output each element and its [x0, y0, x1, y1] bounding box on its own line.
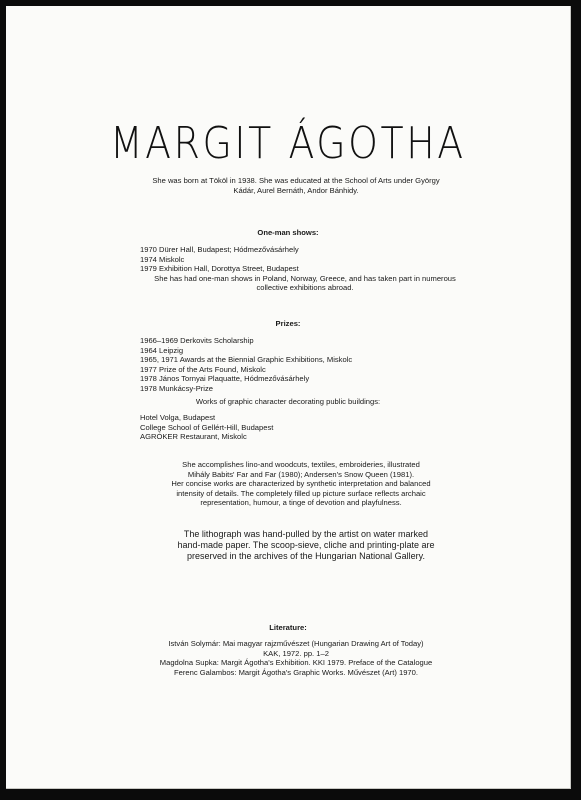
list-item: 1964 Leipzig — [140, 345, 184, 355]
artist-name-title: MARGIT ÁGOTHA — [110, 118, 466, 169]
paragraph-line: intensity of details. The completely filled up picture surface reflects archaic — [176, 488, 426, 498]
list-continuation: collective exhibitions abroad. — [256, 283, 354, 293]
prizes-heading: Prizes: — [275, 319, 301, 328]
document-page — [6, 6, 571, 789]
paragraph-line: Her concise works are characterized by synthetic interpretation and balanced — [171, 479, 431, 489]
paragraph-line: Mihály Babits' Far and Far (1980); Andersen's Snow Queen (1981). — [187, 469, 415, 479]
list-item: 1974 Miskolc — [140, 254, 185, 264]
paragraph-line: hand-made paper. The scoop-sieve, cliche and printing-plate are — [177, 540, 435, 551]
list-item: 1978 János Tornyai Plaquatte, Hódmezővásárhely — [140, 374, 310, 384]
literature-list — [106, 639, 486, 677]
list-item: 1965, 1971 Awards at the Biennial Graphic Exhibitions, Miskolc — [140, 355, 353, 365]
accomplishments-paragraph — [116, 460, 486, 508]
title-block — [6, 118, 570, 169]
prizes-list — [140, 336, 440, 394]
list-item: Magdolna Supka: Margit Ágotha's Exhibition. KKI 1979. Preface of the Catalogue — [159, 658, 433, 668]
literature-heading: Literature: — [269, 623, 307, 632]
biography-intro — [106, 176, 486, 195]
list-item: 1978 Munkácsy-Prize — [140, 383, 214, 393]
paragraph-line: preserved in the archives of the Hungarian National Gallery. — [187, 551, 425, 562]
list-item: 1979 Exhibition Hall, Dorottya Street, Budapest — [140, 264, 299, 274]
list-item: István Solymár: Mai magyar rajzművészet (Hungarian Drawing Art of Today) — [168, 639, 424, 648]
list-item: 1977 Prize of the Arts Found, Miskolc — [140, 364, 266, 374]
list-item: KAK, 1972. pp. 1–2 — [263, 648, 329, 658]
paragraph-line: The lithograph was hand-pulled by the artist on water marked — [183, 529, 429, 539]
one-man-shows-heading: One-man shows: — [257, 228, 319, 237]
works-heading: Works of graphic character decorating public buildings: — [195, 397, 381, 406]
list-item: 1966–1969 Derkovits Scholarship — [140, 336, 254, 345]
works-list — [140, 413, 440, 442]
list-item: 1970 Dürer Hall, Budapest; Hódmezővásárhely — [140, 245, 299, 254]
paragraph-line: She accomplishes lino-and woodcuts, textiles, embroideries, illustrated — [182, 460, 420, 469]
list-continuation: She has had one-man shows in Poland, Norway, Greece, and has taken part in numerous — [154, 273, 456, 283]
intro-line: Kádár, Aurel Bernáth, Andor Bánhidy. — [233, 185, 359, 195]
list-item: Ferenc Galambos: Margit Ágotha's Graphic Works. Művészet (Art) 1970. — [174, 667, 418, 677]
list-item: AGRÓKER Restaurant, Miskolc — [140, 432, 247, 442]
paragraph-line: representation, humour, a tinge of devotion and playfulness. — [200, 498, 402, 508]
intro-line: She was born at Tököl in 1938. She was educated at the School of Arts under György — [152, 176, 440, 185]
one-man-shows-list — [140, 245, 470, 293]
list-item: Hotel Volga, Budapest — [140, 413, 216, 422]
list-item: College School of Gellért-Hill, Budapest — [140, 422, 274, 432]
lithograph-note — [126, 529, 486, 563]
